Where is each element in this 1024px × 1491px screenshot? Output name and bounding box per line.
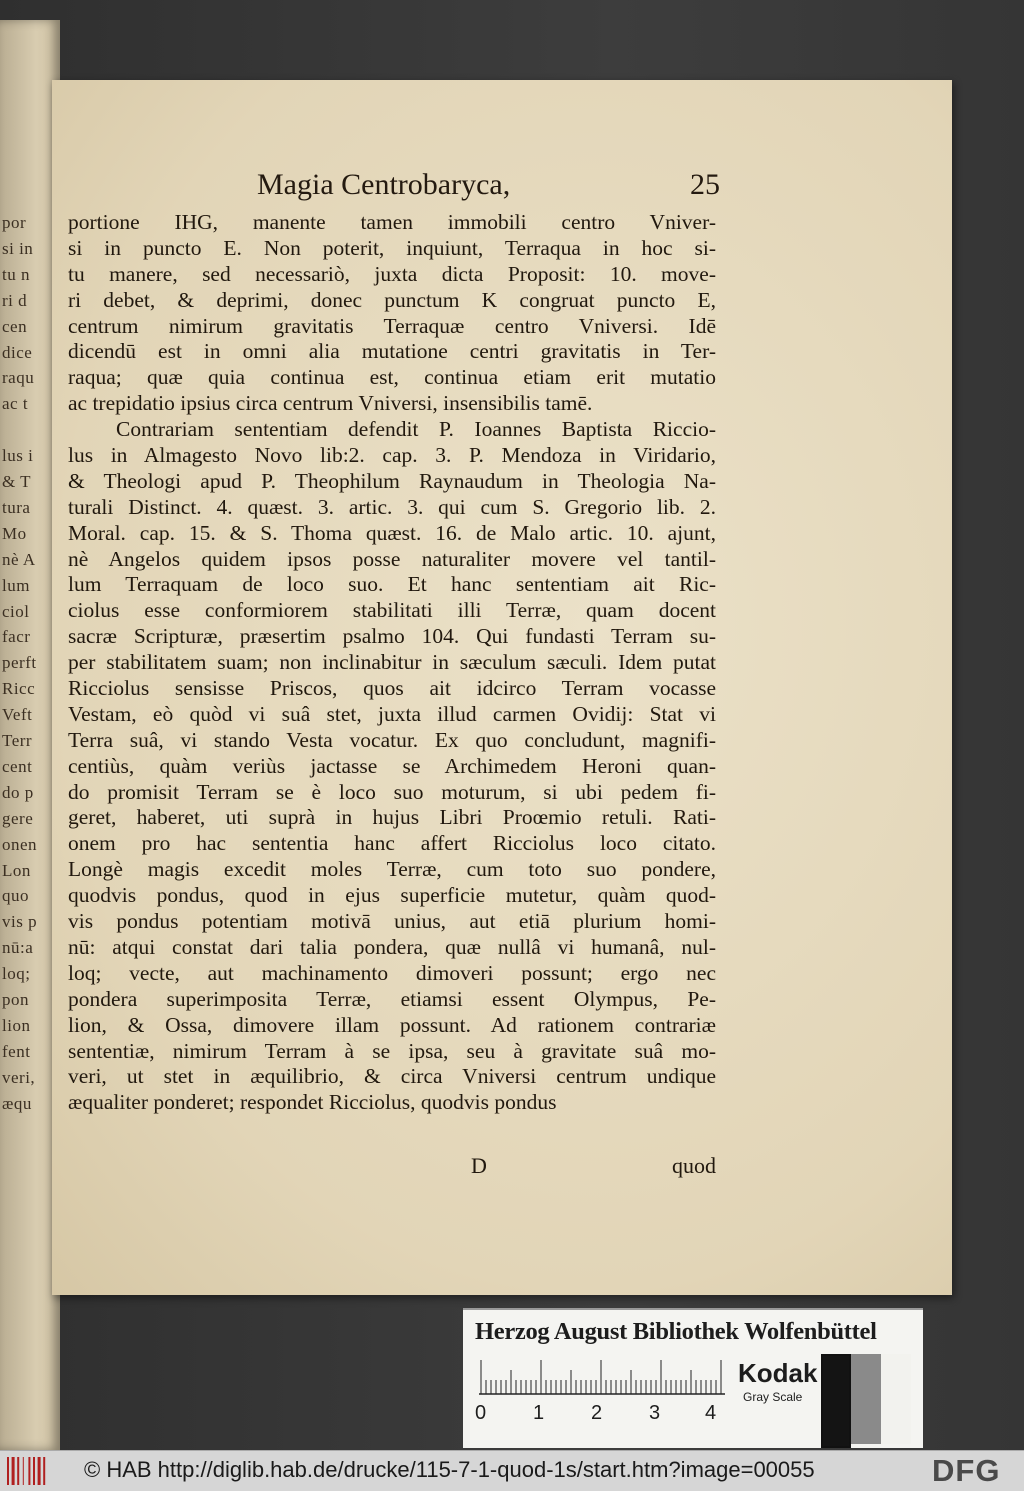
- kodak-brand: Kodak: [738, 1358, 818, 1388]
- running-head: Magia Centrobaryca,: [257, 168, 511, 201]
- text-line: & Theologi apud P. Theophilum Raynaudum in Theologia Na-: [68, 468, 716, 493]
- text-line: portione IHG, manente tamen immobili centro Vniver-: [68, 210, 716, 234]
- left-page-fragment: veri,: [2, 1067, 36, 1087]
- left-page-fragment: fent: [2, 1041, 31, 1061]
- left-page-fragment: tu n: [2, 264, 30, 284]
- barcode-bar: [38, 1457, 41, 1485]
- left-page-fragment: perft: [2, 653, 37, 673]
- left-page-fragment: Mo: [2, 523, 27, 543]
- text-line: ciolus esse conformiorem stabilitati illi Terræ, quam docent: [68, 598, 716, 623]
- signature-mark: D: [471, 1153, 487, 1178]
- ruler-number: 4: [705, 1402, 717, 1424]
- text-line: lion, & Ossa, dimovere illam possunt. Ad rationem contrariæ: [68, 1012, 716, 1037]
- text-line: dicendū est in omni alia mutatione centri gravitatis in Ter-: [68, 339, 716, 364]
- text-line: Ricciolus sensisse Priscos, quos ait idcirco Terram vocasse: [68, 676, 716, 701]
- ruler-number: 1: [533, 1402, 545, 1424]
- text-line: per stabilitatem suam; non inclinabitur in sæculum sæculi. Idem putat: [68, 650, 716, 675]
- text-line: Vestam, eò quòd vi suâ stet, juxta illud carmen Ovidij: Stat vi: [68, 701, 716, 726]
- barcode-bar: [7, 1457, 9, 1485]
- left-page-fragment: Ricc: [2, 679, 36, 699]
- text-line: loq; vecte, aut machinamento dimoveri possunt; ergo nec: [68, 960, 716, 985]
- hab-barcode-icon: [6, 1455, 50, 1487]
- text-line: Contrariam sententiam defendit P. Ioannes Baptista Riccio-: [116, 417, 716, 442]
- gray-swatch-black: [821, 1354, 851, 1448]
- left-page-fragment: Veft: [2, 705, 33, 725]
- card-title: Herzog August Bibliothek Wolfenbüttel: [475, 1318, 877, 1345]
- ruler-number: 3: [649, 1402, 661, 1424]
- left-page-edge: [0, 20, 60, 1450]
- left-page-fragment: si in: [2, 238, 34, 258]
- barcode-bar: [23, 1457, 24, 1485]
- text-line: ac trepidatio ipsius circa centrum Vniversi, insensibilis tamē.: [68, 391, 593, 416]
- source-link[interactable]: © HAB http://diglib.hab.de/drucke/115-7-1-quod-1s/start.htm?image=00055: [84, 1457, 815, 1482]
- text-line: Moral. cap. 15. & S. Thoma quæst. 16. de Malo artic. 10. ajunt,: [68, 520, 716, 545]
- left-page-fragment: ciol: [2, 601, 30, 621]
- text-line: vis pondus potentiam motivā unius, aut etiā plurium homi-: [68, 909, 716, 934]
- left-page-fragment: por: [2, 213, 27, 232]
- text-line: æqualiter ponderet; respondet Ricciolus, quodvis pondus: [68, 1090, 557, 1115]
- left-page-fragment: tura: [2, 497, 31, 517]
- text-line: do promisit Terram se è loco suo moturum, si ubi pedem fi-: [68, 779, 716, 804]
- left-page-fragment: ac t: [2, 394, 29, 414]
- left-page-fragment: quo: [2, 886, 29, 906]
- text-line: sententiæ, nimirum Terram à se ipsa, seu à gravitate suâ mo-: [68, 1038, 716, 1063]
- text-line: pondera superimposita Terræ, etiamsi essent Olympus, Pe-: [68, 986, 716, 1011]
- text-line: ri debet, & deprimi, donec punctum K congruat puncto E,: [68, 287, 716, 312]
- gray-swatch-white: [881, 1354, 911, 1444]
- text-line: nè Angelos quidem ipsos posse naturaliter movere vel tantil-: [68, 546, 716, 571]
- left-page-fragment: & T: [2, 472, 32, 491]
- text-line: Terra suâ, vi stando Vesta vocatur. Ex quo concludunt, magnifi-: [68, 727, 716, 752]
- ruler-number: 0: [475, 1402, 487, 1424]
- left-page-fragment: pon: [2, 990, 29, 1009]
- left-page-fragment: lum: [2, 575, 30, 595]
- barcode-bar: [12, 1457, 15, 1485]
- barcode-bar: [33, 1457, 35, 1485]
- barcode-bar: [17, 1457, 19, 1485]
- barcode-bar: [28, 1457, 30, 1485]
- color-calibration-card: [463, 1308, 923, 1448]
- left-page-fragment: cent: [2, 756, 33, 776]
- text-line: tu manere, sed necessariò, juxta dicta Proposit: 10. move-: [68, 261, 716, 286]
- left-page-fragment: onen: [2, 834, 38, 854]
- footer-bar: [0, 1450, 1024, 1491]
- text-line: veri, ut stet in æquilibrio, & circa Vniversi centrum undique: [68, 1064, 716, 1089]
- text-line: si in puncto E. Non poterit, inquiunt, Terraqua in hoc si-: [68, 235, 716, 260]
- body-text: [68, 210, 716, 1116]
- left-page-fragment: nū:a: [2, 938, 34, 958]
- kodak-subtitle: Gray Scale: [743, 1390, 803, 1404]
- gray-swatch-mid: [851, 1354, 881, 1444]
- ruler-number: 2: [591, 1402, 603, 1424]
- left-page-fragment: cen: [2, 316, 28, 336]
- text-line: centrum nimirum gravitatis Terraquæ centro Vniversi. Idē: [68, 313, 716, 338]
- text-line: centiùs, quàm veriùs jactasse se Archimedem Heroni quan-: [68, 753, 716, 778]
- text-line: quodvis pondus, quod in ejus superficie mutetur, quàm quod-: [68, 883, 716, 908]
- left-page-fragment: lion: [2, 1015, 31, 1035]
- left-page-fragment: æqu: [2, 1093, 32, 1113]
- left-page-fragment: vis p: [2, 912, 38, 932]
- text-line: raqua; quæ quia continua est, continua etiam erit mutatio: [68, 365, 716, 390]
- text-line: lum Terraquam de loco suo. Et hanc sententiam ait Ric-: [68, 572, 716, 597]
- dfg-logo: DFG: [932, 1453, 1001, 1488]
- text-line: sacræ Scripturæ, præsertim psalmo 104. Qui fundasti Terram su-: [68, 624, 716, 649]
- text-line: geret, haberet, uti suprà in hujus Libri Proœmio retuli. Rati-: [68, 805, 716, 830]
- left-page-fragment: ri d: [2, 290, 28, 310]
- left-page-fragment: Terr: [2, 731, 33, 750]
- text-line: nū: atqui constat dari talia pondera, quæ nullâ vi humanâ, nul-: [68, 934, 716, 959]
- left-page-fragment: lus i: [2, 446, 34, 466]
- left-page-fragment: gere: [2, 808, 34, 828]
- left-page-fragment: facr: [2, 627, 31, 647]
- barcode-bar: [43, 1457, 45, 1485]
- left-page-fragment: do p: [2, 782, 34, 802]
- text-line: onem pro hac sententia hanc affert Ricciolus loco citato.: [68, 831, 716, 856]
- page-number: 25: [690, 168, 720, 201]
- left-page-fragment: loq;: [2, 964, 31, 984]
- text-line: lus in Almagesto Novo lib:2. cap. 3. P. Mendoza in Viridario,: [68, 443, 716, 468]
- left-page-fragment: raqu: [2, 368, 35, 388]
- left-page-fragment: dice: [2, 342, 33, 362]
- book-page: [52, 80, 952, 1295]
- left-page-fragment: nè A: [2, 549, 36, 569]
- catchword: quod: [672, 1153, 716, 1178]
- text-line: turali Distinct. 4. quæst. 3. artic. 3. qui cum S. Gregorio lib. 2.: [68, 494, 716, 519]
- left-page-fragment: Lon: [2, 860, 31, 880]
- ruler: [477, 1356, 727, 1396]
- catchword-line: [68, 1153, 716, 1183]
- text-line: Longè magis excedit moles Terræ, cum toto suo pondere,: [68, 857, 716, 882]
